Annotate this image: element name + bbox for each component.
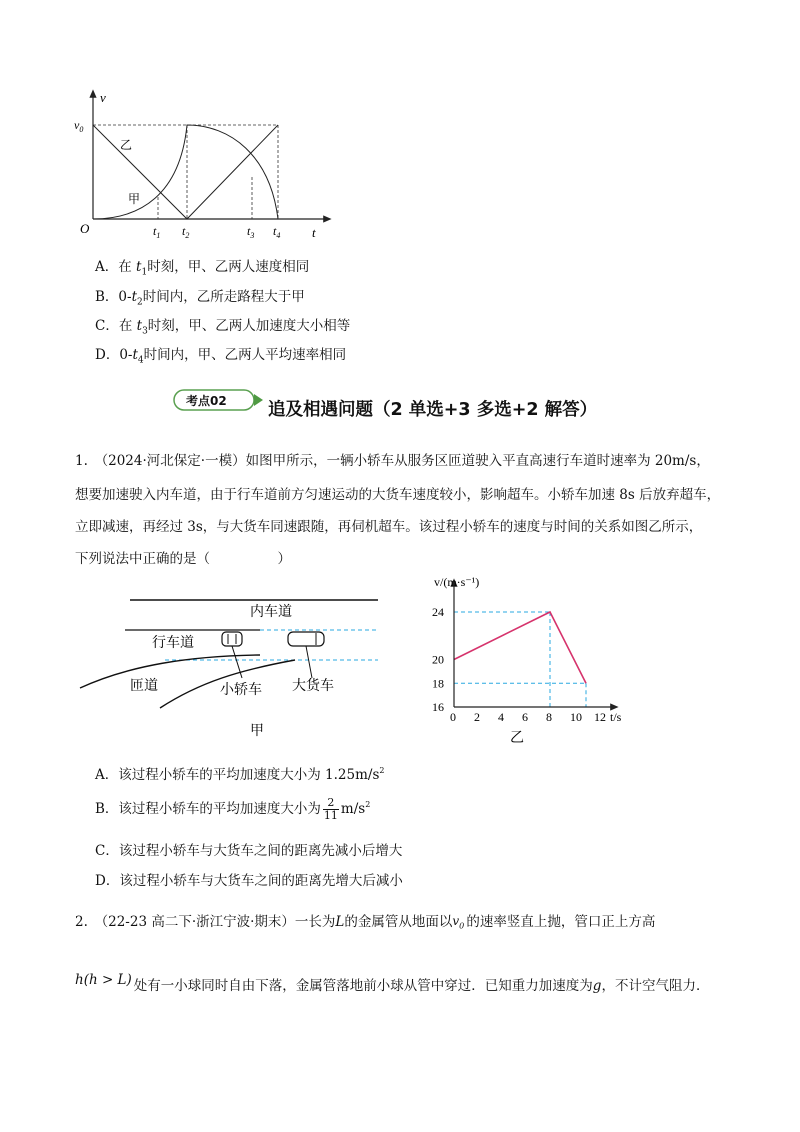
label-inner-lane: 内车道 [250,605,292,620]
q0-option-c[interactable]: C．在 $t_3$时刻，甲、乙两人加速度大小相等 [95,318,351,337]
x-tick-label: 10 [570,710,582,724]
tick-t3: $t_3$ [247,224,255,240]
label-travel-lane: 行车道 [152,636,194,651]
x-tick-label: 2 [474,710,480,724]
q2-line-1: 2. （22-23 高二下·浙江宁波·期末）一长为L的金属管从地面以 $v_0$ 的速率竖直上抛，管口正上方高 [75,914,656,931]
q1-line-1: 1. （2024·河北保定·一模）如图甲所示，一辆小轿车从服务区匝道驶入平直高速行车道时速率为 20m/s， [75,453,710,469]
q2-line-2: h(h > L) 处有一小球同时自由下落，金属管落地前小球从管中穿过．已知重力加速度为g，不计空气阻力． [75,972,710,994]
y-tick-label: 24 [432,605,444,619]
label-yi: 乙 [120,138,133,152]
caption-yi: 乙 [510,731,524,746]
caption-jia: 甲 [250,724,264,739]
tick-t4: $t_4$ [273,224,281,240]
v0-label: $v_0$ [74,118,84,134]
x-tick-label: 12 [594,710,606,724]
q1-option-d[interactable]: D．该过程小轿车与大货车之间的距离先增大后减小 [95,873,403,889]
label-ramp: 匝道 [130,679,158,694]
car-icon [222,632,242,646]
vt-graph [60,85,350,245]
chart-y-label: v/(m·s⁻¹) [434,575,480,589]
origin-label: O [80,221,90,236]
q0-option-b[interactable]: B．$0-t_2$时间内，乙所走路程大于甲 [95,289,305,308]
t-axis-label: t [312,225,316,240]
svg-text:考点02: 考点02 [186,394,227,408]
y-tick-label: 18 [432,676,444,691]
fraction-2-11: $\frac{2}{11}$ [323,796,338,822]
q1-option-a[interactable]: A．该过程小轿车的平均加速度大小为 $1.25m/s^2$ [95,766,385,783]
q1-line-2: 想要加速驶入内车道，由于行车道前方匀速运动的大货车速度较小，影响超车。小轿车加速 8s 后放弃超车， [75,487,721,503]
series-line-0 [454,612,586,683]
q0-option-a[interactable]: A．在 $t_1$时刻，甲、乙两人速度相同 [95,259,310,278]
chart-x-label: t/s [610,710,622,724]
label-truck: 大货车 [292,679,334,694]
tick-t1: $t_1$ [153,224,161,240]
q1-option-b[interactable]: B．该过程小轿车的平均加速度大小为 $\frac{2}{11}$ $m/s^2$ [95,796,371,822]
section-title: 追及相遇问题（2 单选+3 多选+2 解答） [268,400,598,420]
q1-line-3: 立即减速，再经过 3s，与大货车同速跟随，再伺机超车。该过程小轿车的速度与时间的关系如图乙所示， [75,519,703,535]
q1-line-4: 下列说法中正确的是（ ） [75,551,291,567]
q0-option-d[interactable]: D．$0-t_4$时间内，甲、乙两人平均速率相同 [95,347,347,366]
x-tick-label: 4 [498,710,504,724]
label-jia: 甲 [128,192,141,206]
x-tick-label: 8 [546,710,552,724]
tick-t2: $t_2$ [182,224,190,240]
label-car: 小轿车 [220,683,262,698]
speed-chart [420,572,650,747]
q1-option-c[interactable]: C．该过程小轿车与大货车之间的距离先减小后增大 [95,843,403,859]
section-badge [172,386,264,414]
v-axis-label: v [100,90,106,105]
truck-icon [288,632,324,646]
x-tick-label: 0 [450,710,456,724]
y-tick-label: 16 [432,700,444,714]
x-tick-label: 6 [522,710,528,724]
y-tick-label: 20 [432,652,444,667]
road-diagram [70,590,390,740]
